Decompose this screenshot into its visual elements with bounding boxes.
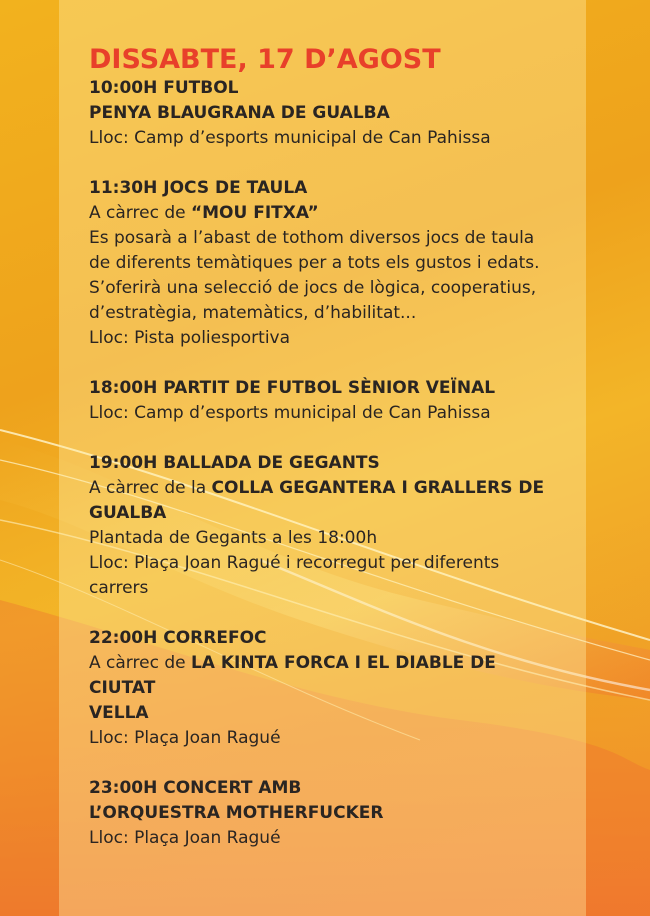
organizer-prefix: A càrrec de la — [89, 478, 212, 498]
event-title: 23:00H CONCERT AMB — [89, 778, 302, 798]
event-location: Lloc: Pista poliesportiva — [89, 328, 291, 348]
event-ballada-gegants — [89, 451, 559, 601]
organizer-name: COLLA GEGANTERA I GRALLERS DE — [211, 478, 545, 498]
event-note: Plantada de Gegants a les 18:00h — [89, 528, 378, 548]
organizer-name-continued: VELLA — [89, 703, 149, 723]
event-correfoc — [89, 626, 559, 751]
event-description-line: de diferents temàtiques per a tots els gustos i edats. — [89, 253, 540, 273]
organizer-name: “MOU FITXA” — [190, 203, 319, 223]
event-organizer-line — [89, 476, 559, 501]
event-organizer-line — [89, 201, 559, 226]
event-title: 18:00H PARTIT DE FUTBOL SÈNIOR VEÏNAL — [89, 378, 496, 398]
organizer-prefix: A càrrec de — [89, 653, 191, 673]
program-content — [89, 44, 559, 876]
organizer-name-continued: GUALBA — [89, 503, 167, 523]
event-description-line: d’estratègia, matemàtics, d’habilitat... — [89, 303, 417, 323]
event-jocs-de-taula — [89, 176, 559, 351]
organizer-prefix: A càrrec de — [89, 203, 191, 223]
event-location: Lloc: Camp d’esports municipal de Can Pahissa — [89, 128, 491, 148]
event-location: Lloc: Plaça Joan Ragué i recorregut per diferents — [89, 553, 500, 573]
event-organizer-line — [89, 651, 559, 701]
day-title: DISSABTE, 17 D’AGOST — [89, 44, 441, 75]
event-title: 10:00H FUTBOL — [89, 78, 239, 98]
event-concert — [89, 776, 559, 851]
event-description-line: S’oferirà una selecció de jocs de lògica, cooperatius, — [89, 278, 537, 298]
event-location-continued: carrers — [89, 578, 149, 598]
event-title: 11:30H JOCS DE TAULA — [89, 178, 308, 198]
event-location: Lloc: Plaça Joan Ragué — [89, 828, 281, 848]
event-title-continued: L’ORQUESTRA MOTHERFUCKER — [89, 803, 384, 823]
event-location: Lloc: Plaça Joan Ragué — [89, 728, 281, 748]
organizer-name: LA KINTA FORCA I EL DIABLE DE CIUTAT — [89, 653, 496, 698]
event-description-line: Es posarà a l’abast de tothom diversos jocs de taula — [89, 228, 535, 248]
event-title: 22:00H CORREFOC — [89, 628, 267, 648]
event-partit-futbol — [89, 376, 559, 426]
event-title: 19:00H BALLADA DE GEGANTS — [89, 453, 380, 473]
event-subtitle: PENYA BLAUGRANA DE GUALBA — [89, 103, 390, 123]
event-location: Lloc: Camp d’esports municipal de Can Pahissa — [89, 403, 491, 423]
event-futbol — [89, 76, 559, 151]
